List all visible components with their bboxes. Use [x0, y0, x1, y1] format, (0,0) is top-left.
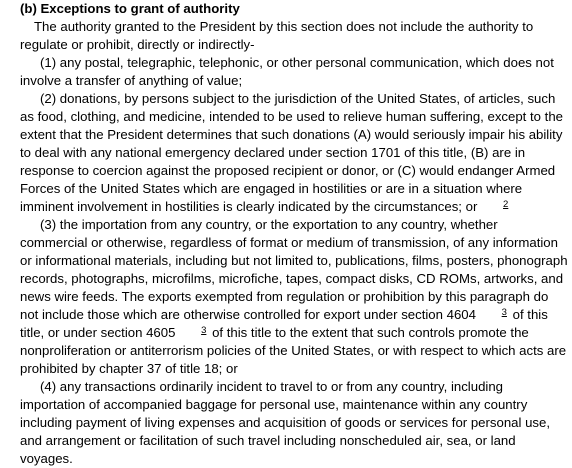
item-2 [20, 90, 568, 216]
item-3-text-a: (3) the importation from any country, or the exportation to any country, whether commercial or otherwise, regardless of format or medium of transmission, of any information or informational materials, including but not limited to, publications, films, posters, phonograph records, photographs, microfilms, microfiche, tapes, compact disks, CD ROMs, artworks, and news wire feeds. The exports exempted from regulation or prohibition by this paragraph do not include those which are otherwise controlled for export under section 4604 [20, 217, 568, 322]
item-3 [20, 216, 568, 378]
item-4 [20, 378, 568, 468]
item-4-text: (4) any transactions ordinarily incident to travel to or from any country, including importation of accompanied baggage for personal use, maintenance within any country including payment of living expenses and acquisition of goods or services for personal use, and arrangement or facilitation of such travel including nonscheduled air, sea, or land voyages. [20, 379, 551, 466]
intro-text: The authority granted to the President by this section does not include the authority to regulate or prohibit, directly or indirectly- [20, 19, 534, 52]
item-1-text: (1) any postal, telegraphic, telephonic, or other personal communication, which does not involve a transfer of anything of value; [20, 55, 554, 88]
item-2-text: (2) donations, by persons subject to the jurisdiction of the United States, of articles, such as food, clothing, and medicine, intended to be used to relieve human suffering, except to the extent that the President determines that such donations (A) would seriously impair his ability to deal with any national emergency declared under section 1701 of this title, (B) are in response to coercion against the proposed recipient or donor, or (C) would endanger Armed Forces of the United States which are engaged in hostilities or are in a situation where imminent involvement in hostilities is clearly indicated by the circumstances; or [20, 91, 563, 214]
section-heading: (b) Exceptions to grant of authority [20, 1, 240, 16]
footnote-link-2[interactable]: 2 [503, 199, 509, 210]
footnote-link-3b[interactable]: 3 [201, 325, 207, 336]
item-1 [20, 54, 568, 90]
item-3-text-c: of this title to the extent that such controls promote the nonproliferation or antiterrorism policies of the United States, or with respect to which acts are prohibited by chapter 37 of title 18; or [20, 325, 567, 376]
footnote-link-3a[interactable]: 3 [501, 307, 507, 318]
item-3-text-b: of this title, or under section 4605 [20, 307, 548, 340]
intro-paragraph [20, 18, 568, 54]
